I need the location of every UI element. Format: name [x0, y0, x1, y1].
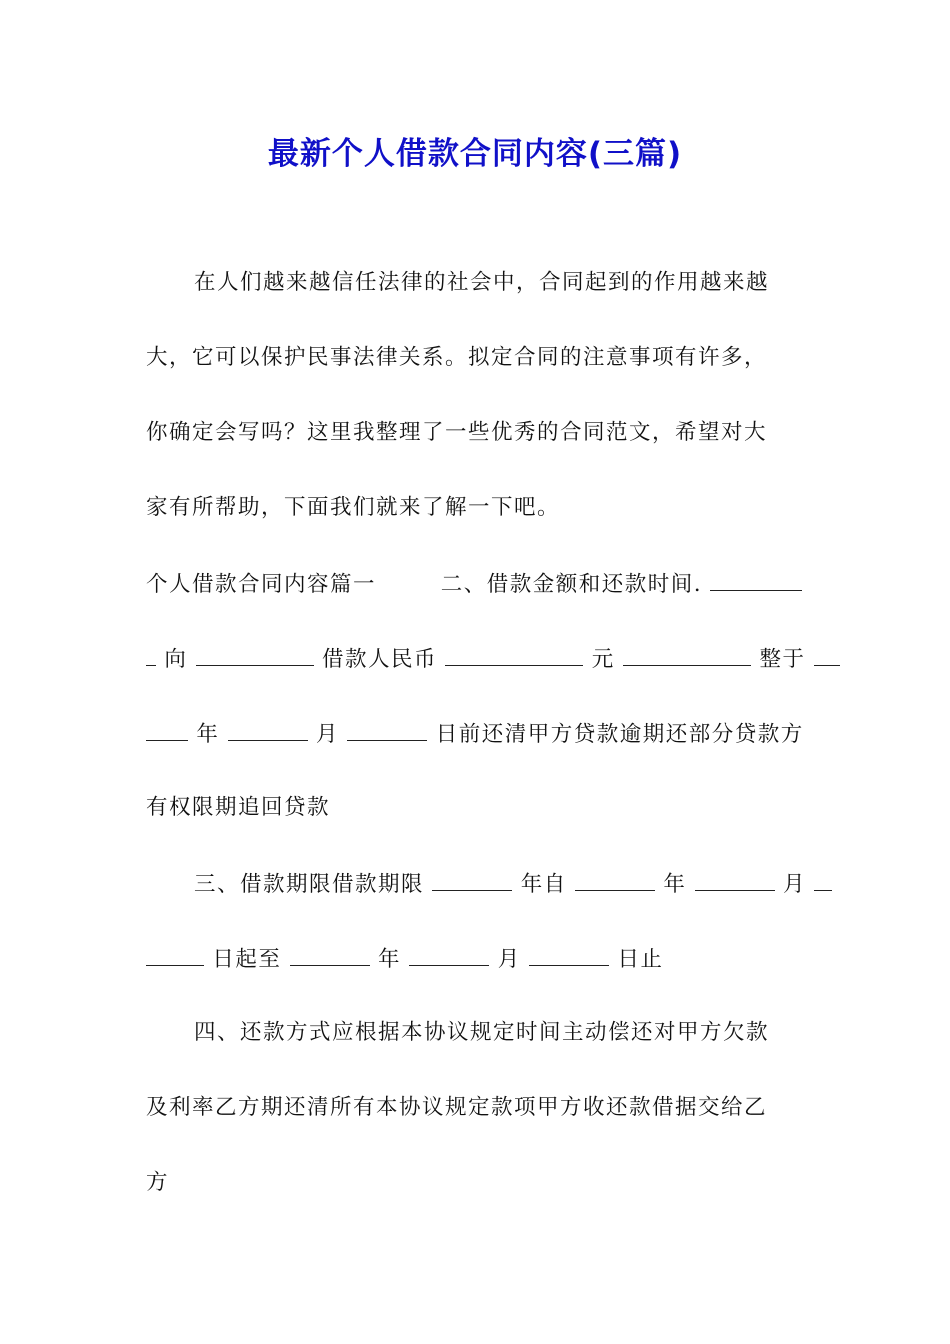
section-three-line-2 — [146, 943, 806, 975]
intro-line-3: 你确定会写吗？这里我整理了一些优秀的合同范文，希望对大 — [146, 420, 768, 445]
section-two-heading-line — [146, 568, 806, 600]
text-fragment: 日起至 — [212, 947, 282, 972]
blank-field[interactable] — [710, 568, 802, 591]
text-fragment: 向 — [164, 647, 188, 672]
blank-field[interactable] — [409, 943, 489, 966]
intro-line-2: 大，它可以保护民事法律关系。拟定合同的注意事项有许多， — [146, 345, 768, 370]
blank-field[interactable] — [445, 643, 583, 666]
blank-field[interactable] — [146, 943, 204, 966]
text-fragment: 三、借款期限借款期限 — [194, 872, 425, 897]
blank-field[interactable] — [623, 643, 751, 666]
text-fragment: 年 — [663, 872, 687, 897]
document-title: 最新个人借款合同内容(三篇) — [267, 136, 683, 172]
section-four-line-1: 四、还款方式应根据本协议规定时间主动偿还对甲方欠款 — [194, 1020, 770, 1045]
text-fragment: 整于 — [759, 647, 806, 672]
blank-field[interactable] — [347, 718, 427, 741]
blank-field[interactable] — [196, 643, 314, 666]
blank-field[interactable] — [146, 643, 156, 666]
section-three-line-1 — [194, 868, 806, 900]
text-fragment: 年自 — [520, 872, 567, 897]
section-four-line-2: 及利率乙方期还清所有本协议规定款项甲方收还款借据交给乙 — [146, 1095, 768, 1120]
text-fragment: 年 — [378, 947, 402, 972]
section-two-heading: 二、借款金额和还款时间. — [440, 572, 703, 597]
intro-line-1: 在人们越来越信任法律的社会中，合同起到的作用越来越 — [194, 270, 770, 295]
intro-line-4: 家有所帮助，下面我们就来了解一下吧。 — [146, 495, 561, 520]
text-fragment: 借款人民币 — [322, 647, 438, 672]
section-two-line-3 — [146, 718, 806, 750]
blank-field[interactable] — [290, 943, 370, 966]
section-four-line-3: 方 — [146, 1170, 170, 1195]
text-fragment: 日止 — [617, 947, 664, 972]
blank-field[interactable] — [575, 868, 655, 891]
section-label: 个人借款合同内容篇一 — [146, 572, 377, 597]
blank-field[interactable] — [814, 868, 832, 891]
text-fragment: 年 — [196, 722, 220, 747]
text-fragment: 元 — [591, 647, 615, 672]
blank-field[interactable] — [695, 868, 775, 891]
blank-field[interactable] — [529, 943, 609, 966]
section-two-line-4: 有权限期追回贷款 — [146, 795, 331, 820]
section-two-line-2 — [146, 643, 806, 675]
text-fragment: 月 — [316, 722, 340, 747]
text-fragment: 月 — [497, 947, 521, 972]
text-fragment: 月 — [783, 872, 807, 897]
blank-field[interactable] — [432, 868, 512, 891]
text-fragment: 日前还清甲方贷款逾期还部分贷款方 — [435, 722, 804, 747]
blank-field[interactable] — [228, 718, 308, 741]
blank-field[interactable] — [146, 718, 188, 741]
blank-field[interactable] — [814, 643, 840, 666]
